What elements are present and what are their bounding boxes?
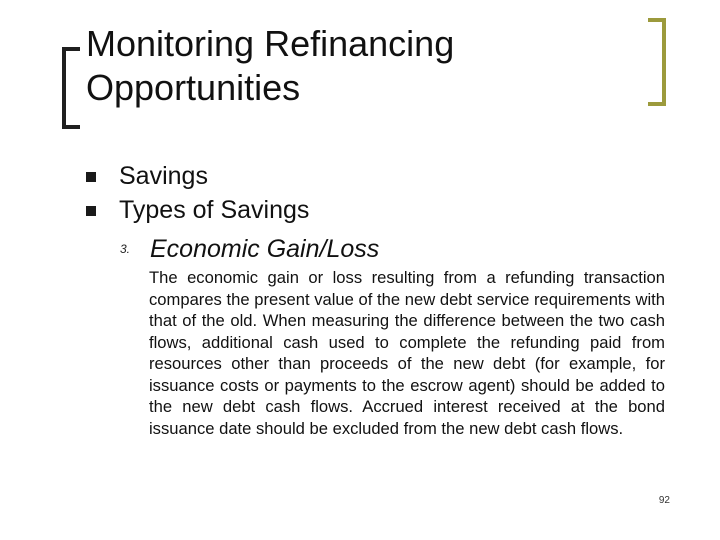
left-bracket-decoration	[62, 47, 80, 129]
slide-title: Monitoring Refinancing Opportunities	[86, 23, 455, 108]
square-bullet-icon	[86, 206, 96, 216]
bullet-text: Savings	[119, 162, 208, 190]
bullet-list	[86, 160, 686, 228]
bullet-item	[86, 160, 686, 194]
sub-item-text: Economic Gain/Loss	[150, 235, 380, 263]
bullet-text: Types of Savings	[119, 196, 310, 224]
bullet-item	[86, 194, 686, 228]
page-number: 92	[658, 495, 670, 506]
sub-item-number: 3.	[120, 242, 131, 256]
body-paragraph: The economic gain or loss resulting from a refunding transaction compares the present value of the new debt service requirements with that of the old. When measuring the difference between the two cash flows, additional cash used to complete the refunding paid from resources other than proceeds of the new debt (for example, for issuance costs or payments to the escrow agent) should be added to the new debt cash flows. Accrued interest received at the bond issuance date should be excluded from the new debt cash flows.	[149, 268, 665, 438]
square-bullet-icon	[86, 172, 96, 182]
numbered-sub-item	[120, 233, 680, 267]
right-bracket-decoration	[648, 18, 666, 106]
